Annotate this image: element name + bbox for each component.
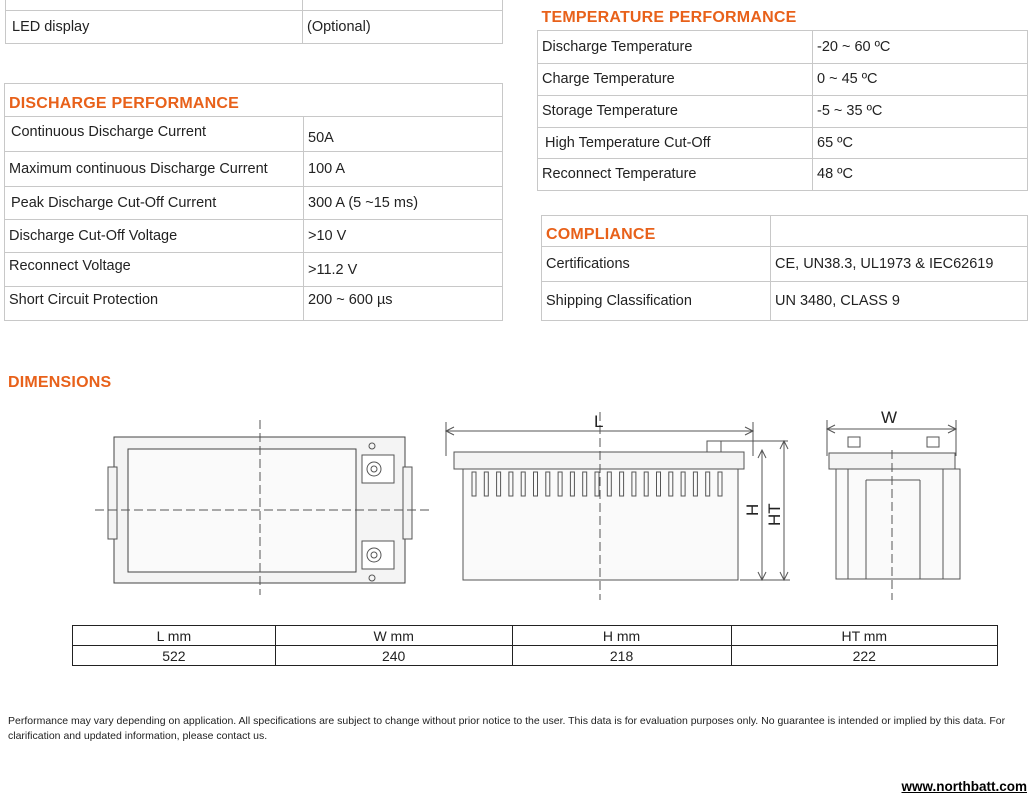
temperature-row-label: Reconnect Temperature — [538, 158, 813, 190]
compliance-row-label: Certifications — [542, 247, 771, 282]
led-display-value: (Optional) — [303, 11, 503, 44]
discharge-row-value: 300 A (5 ~15 ms) — [304, 187, 503, 220]
dimensions-header: L mm — [73, 626, 276, 646]
dimensions-value: 522 — [73, 646, 276, 666]
total-height-label: HT — [765, 503, 784, 526]
temperature-performance-table — [537, 0, 1028, 191]
discharge-row-value: >11.2 V — [304, 253, 503, 287]
website-link[interactable]: www.northbatt.com — [901, 779, 1027, 794]
battery-top-view — [95, 420, 430, 595]
dimensions-title: DIMENSIONS — [8, 374, 112, 391]
dimensions-header: H mm — [512, 626, 731, 646]
discharge-performance-table — [4, 83, 503, 321]
discharge-row-label: Maximum continuous Discharge Current — [5, 152, 304, 187]
compliance-row-value: UN 3480, CLASS 9 — [771, 282, 1028, 321]
discharge-row-label: Discharge Cut-Off Voltage — [5, 220, 304, 253]
temperature-row-value: 48 ºC — [813, 158, 1028, 190]
discharge-row-value: 100 A — [304, 152, 503, 187]
battery-side-view — [827, 420, 960, 600]
discharge-row-label: Continuous Discharge Current — [5, 117, 304, 152]
dimensions-table — [72, 625, 998, 666]
temperature-row-label: High Temperature Cut-Off — [538, 127, 813, 158]
temperature-row-label: Discharge Temperature — [538, 30, 813, 63]
discharge-row-label: Reconnect Voltage — [5, 253, 304, 287]
length-label: L — [594, 412, 604, 431]
temperature-row-value: -20 ~ 60 ºC — [813, 30, 1028, 63]
compliance-row-value: CE, UN38.3, UL1973 & IEC62619 — [771, 247, 1028, 282]
led-display-label: LED display — [6, 11, 303, 44]
width-label: W — [881, 408, 898, 427]
compliance-table — [541, 215, 1028, 321]
temperature-row-value: 0 ~ 45 ºC — [813, 63, 1028, 95]
temperature-performance-title: TEMPERATURE PERFORMANCE — [541, 8, 797, 26]
discharge-row-value: >10 V — [304, 220, 503, 253]
discharge-row-label: Short Circuit Protection — [5, 287, 304, 321]
dimensions-header: W mm — [275, 626, 512, 646]
led-table — [5, 0, 503, 44]
temperature-row-value: -5 ~ 35 ºC — [813, 95, 1028, 127]
discharge-row-label: Peak Discharge Cut-Off Current — [5, 187, 304, 220]
disclaimer-note: Performance may vary depending on application. All specifications are subject to change without prior notice to the user. This data is for evaluation purposes only. No guarantee is intended or implied by this data. For clarification and updated information, please contact us. — [8, 715, 1006, 742]
discharge-row-value: 50A — [304, 117, 503, 152]
dimensions-value: 240 — [275, 646, 512, 666]
compliance-title: COMPLIANCE — [546, 226, 656, 243]
battery-front-view — [446, 412, 790, 600]
temperature-row-label: Charge Temperature — [538, 63, 813, 95]
battery-dimension-drawing — [0, 400, 1032, 610]
compliance-row-label: Shipping Classification — [542, 282, 771, 321]
discharge-performance-title: DISCHARGE PERFORMANCE — [9, 95, 239, 112]
dimensions-value: 222 — [731, 646, 997, 666]
height-label: H — [743, 503, 762, 516]
temperature-row-label: Storage Temperature — [538, 95, 813, 127]
temperature-row-value: 65 ºC — [813, 127, 1028, 158]
dimensions-value: 218 — [512, 646, 731, 666]
dimensions-header: HT mm — [731, 626, 997, 646]
discharge-row-value: 200 ~ 600 µs — [304, 287, 503, 321]
